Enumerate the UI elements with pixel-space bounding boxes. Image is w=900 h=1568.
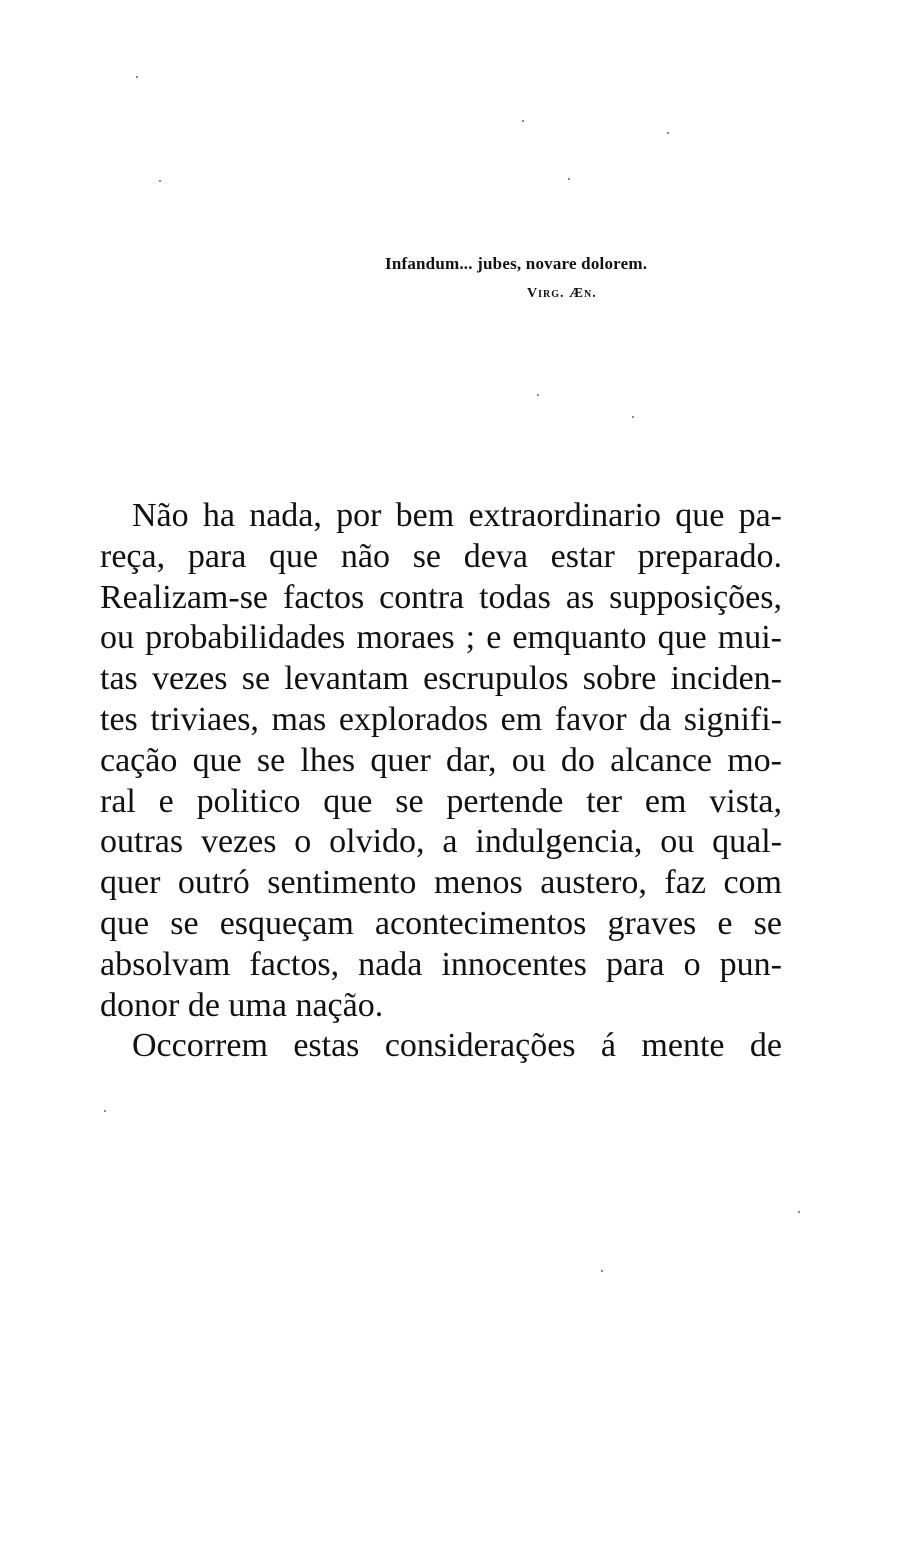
paper-speck	[632, 416, 634, 418]
text-line: cação que se lhes quer dar, ou do alcance mo-	[100, 741, 782, 779]
text-line: outras vezes o olvido, a indulgencia, ou qual-	[100, 823, 782, 861]
paper-speck	[667, 132, 669, 134]
text-line: donor de uma nação.	[100, 986, 384, 1024]
paper-speck	[601, 1270, 603, 1272]
paper-speck	[159, 180, 161, 182]
body-text	[100, 496, 782, 1067]
paper-speck	[798, 1211, 800, 1213]
epigraph-quote: Infandum... jubes, novare dolorem.	[385, 254, 648, 273]
text-line: reça, para que não se deva estar preparado.	[100, 537, 782, 575]
paper-speck	[104, 1110, 106, 1112]
paper-speck	[136, 76, 138, 78]
paper-speck	[568, 178, 570, 180]
text-line: Realizam-se factos contra todas as supposições,	[100, 578, 782, 616]
text-line: Não ha nada, por bem extraordinario que pa-	[132, 497, 782, 534]
text-line: absolvam factos, nada innocentes para o pun-	[100, 945, 782, 983]
text-line: Occorrem estas considerações á mente de	[132, 1027, 782, 1065]
epigraph-source: Virg. Æn.	[527, 286, 597, 301]
text-line: que se esqueçam acontecimentos graves e se	[100, 904, 782, 942]
text-line: ou probabilidades moraes ; e emquanto que mui-	[100, 619, 782, 657]
paper-speck	[537, 394, 539, 396]
paper-speck	[522, 120, 524, 122]
text-line: tes triviaes, mas explorados em favor da signifi-	[100, 700, 782, 738]
text-line: tas vezes se levantam escrupulos sobre inciden-	[100, 660, 782, 698]
text-line: ral e politico que se pertende ter em vista,	[100, 782, 782, 820]
text-line: quer outró sentimento menos austero, faz com	[100, 864, 782, 902]
